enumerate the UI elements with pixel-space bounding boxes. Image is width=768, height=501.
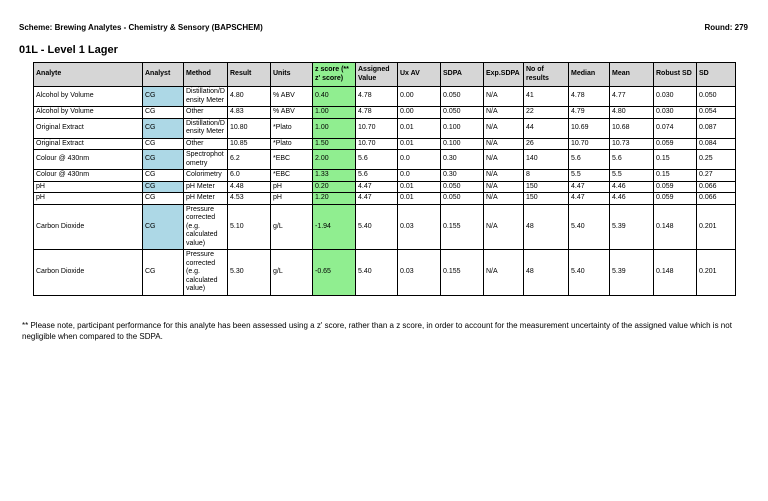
- cell-z-score: 1.00: [313, 107, 356, 119]
- col-header-mean: Mean: [610, 63, 654, 87]
- col-header-analyst: Analyst: [143, 63, 184, 87]
- cell-no-of-results: 41: [524, 87, 569, 107]
- cell-robust-sd: 0.030: [654, 87, 697, 107]
- col-header-ux-av: Ux AV: [398, 63, 441, 87]
- cell-z-score: 0.20: [313, 181, 356, 193]
- cell-analyte: Original Extract: [34, 138, 143, 150]
- table-row: [34, 138, 736, 150]
- cell-sdpa: 0.155: [441, 204, 484, 250]
- cell-analyst: CG: [143, 138, 184, 150]
- cell-assigned-value: 4.78: [356, 87, 398, 107]
- cell-no-of-results: 8: [524, 170, 569, 182]
- cell-exp-sdpa: N/A: [484, 193, 524, 205]
- cell-robust-sd: 0.15: [654, 170, 697, 182]
- col-header-sdpa: SDPA: [441, 63, 484, 87]
- cell-sdpa: 0.050: [441, 107, 484, 119]
- cell-exp-sdpa: N/A: [484, 170, 524, 182]
- cell-robust-sd: 0.148: [654, 204, 697, 250]
- table-row: [34, 193, 736, 205]
- cell-units: % ABV: [271, 107, 313, 119]
- cell-mean: 5.5: [610, 170, 654, 182]
- cell-mean: 4.46: [610, 193, 654, 205]
- cell-z-score: 2.00: [313, 150, 356, 170]
- cell-assigned-value: 5.6: [356, 150, 398, 170]
- cell-assigned-value: 4.47: [356, 181, 398, 193]
- cell-median: 4.47: [569, 193, 610, 205]
- table-row: [34, 107, 736, 119]
- cell-exp-sdpa: N/A: [484, 107, 524, 119]
- cell-method: Spectrophotometry: [184, 150, 228, 170]
- cell-result: 10.80: [228, 118, 271, 138]
- cell-analyte: Alcohol by Volume: [34, 87, 143, 107]
- cell-sd: 0.201: [697, 250, 736, 296]
- cell-sdpa: 0.155: [441, 250, 484, 296]
- col-header-median: Median: [569, 63, 610, 87]
- cell-sdpa: 0.30: [441, 150, 484, 170]
- cell-median: 10.70: [569, 138, 610, 150]
- cell-no-of-results: 44: [524, 118, 569, 138]
- cell-sd: 0.084: [697, 138, 736, 150]
- table-row: [34, 170, 736, 182]
- col-header-method: Method: [184, 63, 228, 87]
- cell-no-of-results: 150: [524, 193, 569, 205]
- report-header: [19, 23, 748, 32]
- cell-exp-sdpa: N/A: [484, 138, 524, 150]
- col-header-result: Result: [228, 63, 271, 87]
- cell-assigned-value: 10.70: [356, 118, 398, 138]
- cell-sd: 0.25: [697, 150, 736, 170]
- table-row: [34, 150, 736, 170]
- cell-no-of-results: 48: [524, 250, 569, 296]
- cell-sdpa: 0.100: [441, 138, 484, 150]
- cell-exp-sdpa: N/A: [484, 181, 524, 193]
- cell-method: Other: [184, 107, 228, 119]
- cell-median: 5.40: [569, 204, 610, 250]
- cell-assigned-value: 5.40: [356, 204, 398, 250]
- col-header-sd: SD: [697, 63, 736, 87]
- cell-method: pH Meter: [184, 181, 228, 193]
- footnote: ** Please note, participant performance for this analyte has been assessed using a z' score, rather than a z score, in order to account for the measurement uncertainty of the assigned value which is not negligible when compared to the SDPA.: [22, 321, 732, 341]
- table-row: [34, 87, 736, 107]
- cell-mean: 10.73: [610, 138, 654, 150]
- cell-z-score: 0.40: [313, 87, 356, 107]
- cell-method: Distillation/Density Meter: [184, 118, 228, 138]
- cell-analyte: Carbon Dioxide: [34, 250, 143, 296]
- scheme-label: Scheme: Brewing Analytes - Chemistry & Sensory (BAPSCHEM): [19, 23, 263, 32]
- cell-mean: 5.39: [610, 204, 654, 250]
- cell-mean: 4.46: [610, 181, 654, 193]
- cell-median: 5.5: [569, 170, 610, 182]
- cell-analyte: Colour @ 430nm: [34, 150, 143, 170]
- cell-units: *EBC: [271, 150, 313, 170]
- cell-sdpa: 0.30: [441, 170, 484, 182]
- cell-result: 4.53: [228, 193, 271, 205]
- table-row: [34, 250, 736, 296]
- cell-analyst: CG: [143, 118, 184, 138]
- cell-exp-sdpa: N/A: [484, 204, 524, 250]
- cell-analyst: CG: [143, 181, 184, 193]
- cell-units: % ABV: [271, 87, 313, 107]
- cell-analyte: pH: [34, 193, 143, 205]
- col-header-units: Units: [271, 63, 313, 87]
- cell-units: *EBC: [271, 170, 313, 182]
- col-header-analyte: Analyte: [34, 63, 143, 87]
- cell-robust-sd: 0.148: [654, 250, 697, 296]
- cell-units: g/L: [271, 250, 313, 296]
- cell-units: pH: [271, 193, 313, 205]
- cell-median: 5.6: [569, 150, 610, 170]
- cell-method: Pressure corrected (e.g. calculated value): [184, 204, 228, 250]
- col-header-no-of-results: No of results: [524, 63, 569, 87]
- cell-robust-sd: 0.059: [654, 193, 697, 205]
- cell-ux-av: 0.0: [398, 150, 441, 170]
- round-label: Round: 279: [704, 23, 748, 32]
- cell-analyst: CG: [143, 193, 184, 205]
- col-header-robust-sd: Robust SD: [654, 63, 697, 87]
- cell-analyst: CG: [143, 107, 184, 119]
- cell-z-score: 1.50: [313, 138, 356, 150]
- cell-z-score: 1.33: [313, 170, 356, 182]
- cell-ux-av: 0.00: [398, 87, 441, 107]
- table-body: [34, 87, 736, 296]
- cell-sdpa: 0.050: [441, 193, 484, 205]
- cell-analyst: CG: [143, 150, 184, 170]
- cell-method: Colorimetry: [184, 170, 228, 182]
- cell-analyte: pH: [34, 181, 143, 193]
- cell-result: 6.2: [228, 150, 271, 170]
- cell-ux-av: 0.01: [398, 193, 441, 205]
- cell-exp-sdpa: N/A: [484, 118, 524, 138]
- cell-median: 4.79: [569, 107, 610, 119]
- cell-method: Other: [184, 138, 228, 150]
- cell-ux-av: 0.03: [398, 204, 441, 250]
- cell-units: g/L: [271, 204, 313, 250]
- cell-mean: 10.68: [610, 118, 654, 138]
- cell-result: 4.80: [228, 87, 271, 107]
- cell-mean: 5.39: [610, 250, 654, 296]
- cell-ux-av: 0.00: [398, 107, 441, 119]
- cell-analyte: Alcohol by Volume: [34, 107, 143, 119]
- cell-ux-av: 0.01: [398, 181, 441, 193]
- section-title: 01L - Level 1 Lager: [19, 44, 118, 56]
- col-header-assigned-value: Assigned Value: [356, 63, 398, 87]
- col-header-exp-sdpa: Exp.SDPA: [484, 63, 524, 87]
- cell-sd: 0.201: [697, 204, 736, 250]
- cell-sdpa: 0.100: [441, 118, 484, 138]
- cell-robust-sd: 0.15: [654, 150, 697, 170]
- cell-no-of-results: 26: [524, 138, 569, 150]
- cell-exp-sdpa: N/A: [484, 150, 524, 170]
- table-header-row: [34, 63, 736, 87]
- table-row: [34, 118, 736, 138]
- cell-sd: 0.066: [697, 181, 736, 193]
- cell-analyst: CG: [143, 250, 184, 296]
- cell-ux-av: 0.01: [398, 118, 441, 138]
- cell-analyst: CG: [143, 170, 184, 182]
- cell-assigned-value: 5.40: [356, 250, 398, 296]
- cell-method: Pressure corrected (e.g. calculated value): [184, 250, 228, 296]
- cell-z-score: -1.94: [313, 204, 356, 250]
- cell-assigned-value: 4.78: [356, 107, 398, 119]
- cell-no-of-results: 140: [524, 150, 569, 170]
- cell-result: 5.30: [228, 250, 271, 296]
- cell-median: 4.47: [569, 181, 610, 193]
- cell-assigned-value: 4.47: [356, 193, 398, 205]
- cell-sd: 0.087: [697, 118, 736, 138]
- cell-robust-sd: 0.059: [654, 181, 697, 193]
- cell-sdpa: 0.050: [441, 87, 484, 107]
- cell-sd: 0.27: [697, 170, 736, 182]
- cell-median: 4.78: [569, 87, 610, 107]
- cell-z-score: -0.65: [313, 250, 356, 296]
- cell-robust-sd: 0.074: [654, 118, 697, 138]
- cell-median: 10.69: [569, 118, 610, 138]
- cell-units: *Plato: [271, 118, 313, 138]
- cell-robust-sd: 0.030: [654, 107, 697, 119]
- cell-mean: 4.77: [610, 87, 654, 107]
- cell-analyte: Carbon Dioxide: [34, 204, 143, 250]
- cell-ux-av: 0.03: [398, 250, 441, 296]
- cell-ux-av: 0.01: [398, 138, 441, 150]
- cell-sdpa: 0.050: [441, 181, 484, 193]
- cell-analyte: Original Extract: [34, 118, 143, 138]
- cell-sd: 0.066: [697, 193, 736, 205]
- cell-units: pH: [271, 181, 313, 193]
- cell-ux-av: 0.0: [398, 170, 441, 182]
- cell-no-of-results: 48: [524, 204, 569, 250]
- col-header-z-score: z score (** z' score): [313, 63, 356, 87]
- cell-sd: 0.050: [697, 87, 736, 107]
- cell-exp-sdpa: N/A: [484, 87, 524, 107]
- cell-method: pH Meter: [184, 193, 228, 205]
- results-table: [33, 62, 736, 296]
- cell-median: 5.40: [569, 250, 610, 296]
- table-row: [34, 181, 736, 193]
- cell-analyst: CG: [143, 204, 184, 250]
- cell-exp-sdpa: N/A: [484, 250, 524, 296]
- cell-units: *Plato: [271, 138, 313, 150]
- cell-analyst: CG: [143, 87, 184, 107]
- cell-assigned-value: 5.6: [356, 170, 398, 182]
- cell-result: 4.48: [228, 181, 271, 193]
- cell-sd: 0.054: [697, 107, 736, 119]
- cell-result: 10.85: [228, 138, 271, 150]
- cell-method: Distillation/Density Meter: [184, 87, 228, 107]
- cell-result: 4.83: [228, 107, 271, 119]
- cell-mean: 4.80: [610, 107, 654, 119]
- cell-z-score: 1.00: [313, 118, 356, 138]
- cell-robust-sd: 0.059: [654, 138, 697, 150]
- cell-no-of-results: 150: [524, 181, 569, 193]
- cell-result: 5.10: [228, 204, 271, 250]
- cell-result: 6.0: [228, 170, 271, 182]
- cell-no-of-results: 22: [524, 107, 569, 119]
- table-row: [34, 204, 736, 250]
- cell-assigned-value: 10.70: [356, 138, 398, 150]
- cell-analyte: Colour @ 430nm: [34, 170, 143, 182]
- cell-mean: 5.6: [610, 150, 654, 170]
- cell-z-score: 1.20: [313, 193, 356, 205]
